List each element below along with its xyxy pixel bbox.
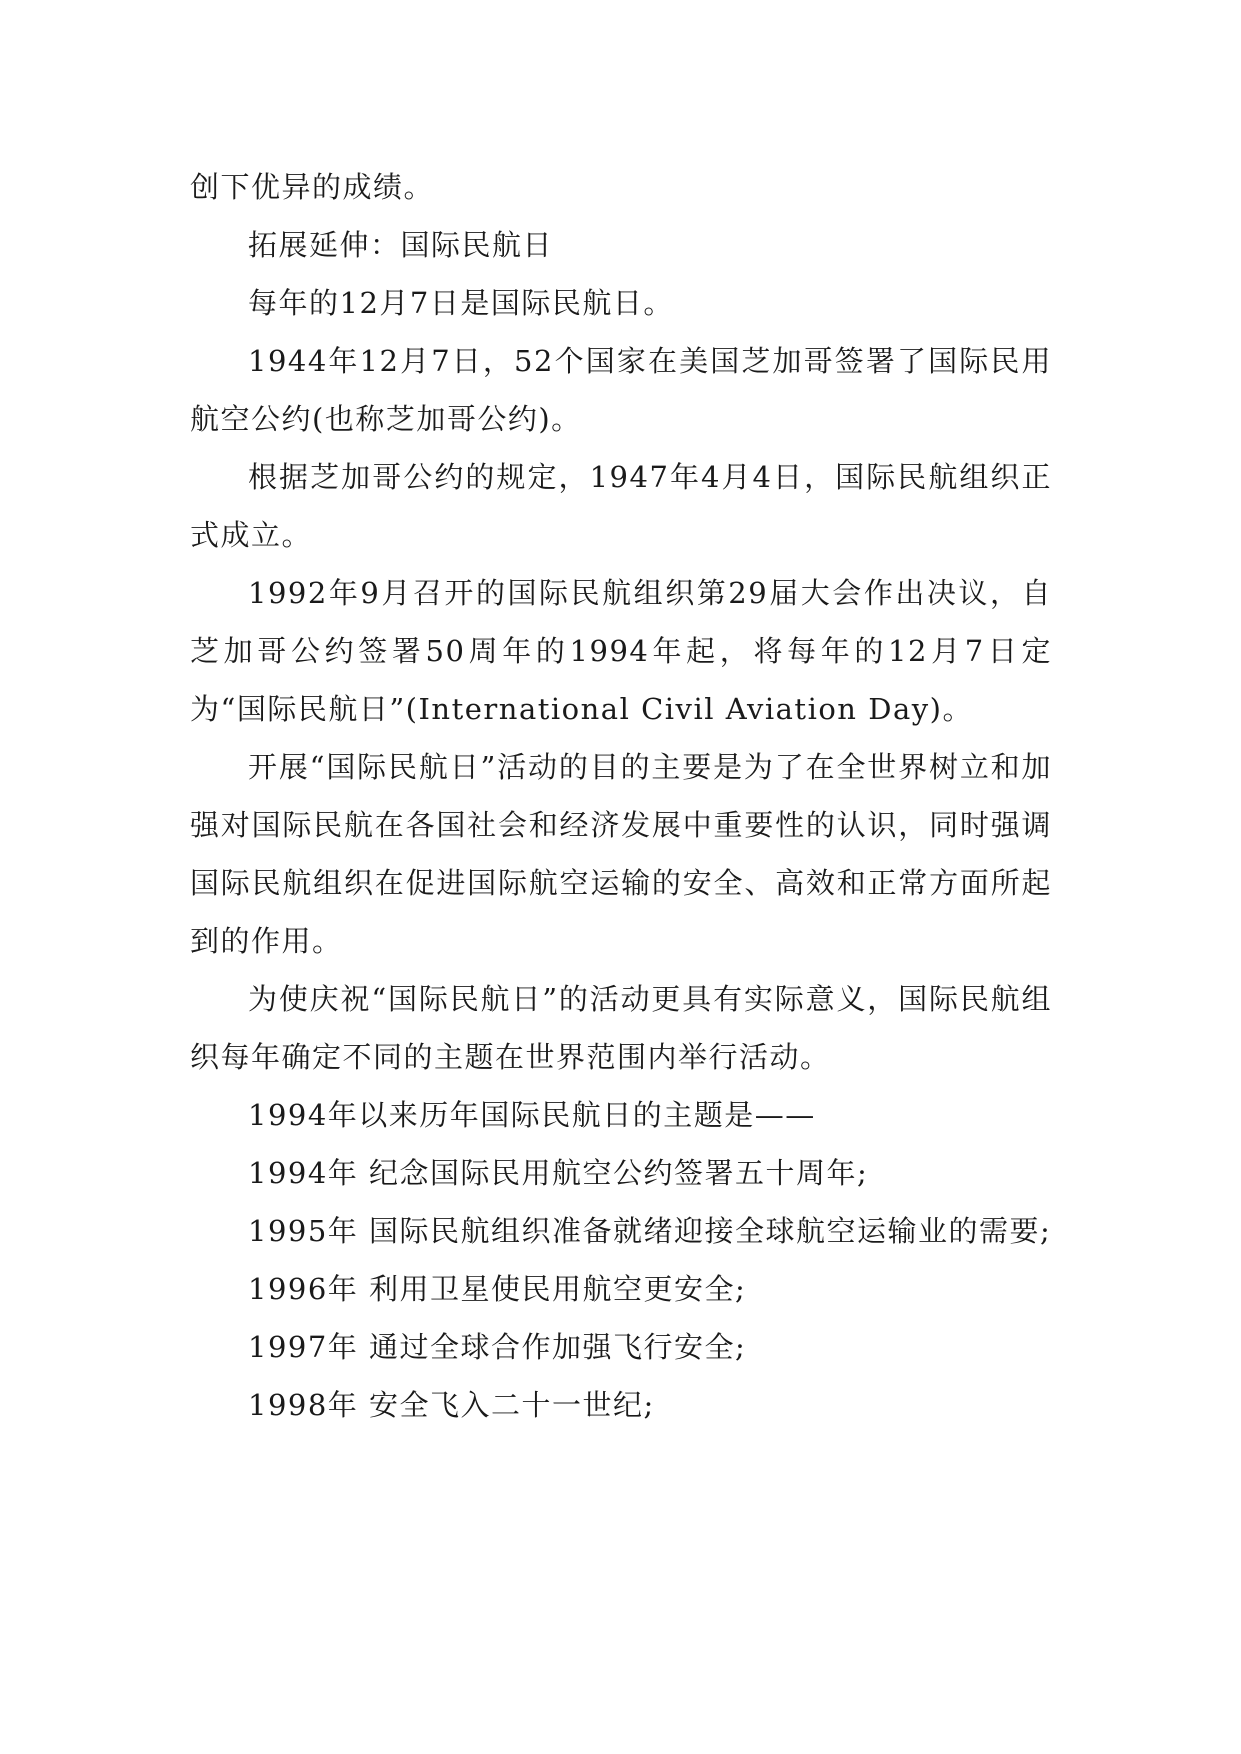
paragraph-1992-resolution: 1992年9月召开的国际民航组织第29届大会作出决议，自芝加哥公约签署50周年的1994年起，将每年的12月7日定为“国际民航日”(International Civil Aviation Day)。 (190, 576, 1052, 726)
paragraph-chicago-convention: 1944年12月7日，52个国家在美国芝加哥签署了国际民用航空公约(也称芝加哥公约)。 (190, 344, 1052, 436)
paragraph-theme-1998: 1998年 安全飞入二十一世纪; (248, 1388, 655, 1422)
paragraph-theme-1995: 1995年 国际民航组织准备就绪迎接全球航空运输业的需要; (248, 1214, 1052, 1248)
paragraph-purpose: 开展“国际民航日”活动的目的主要是为了在全世界树立和加强对国际民航在各国社会和经济发展中重要性的认识，同时强调国际民航组织在促进国际航空运输的安全、高效和正常方面所起到的作用。 (190, 750, 1052, 958)
paragraph-theme-1994: 1994年 纪念国际民用航空公约签署五十周年; (248, 1156, 869, 1190)
paragraph-theme-1997: 1997年 通过全球合作加强飞行安全; (248, 1330, 747, 1364)
document-body (190, 158, 1052, 1434)
paragraph-icao-founding: 根据芝加哥公约的规定，1947年4月4日，国际民航组织正式成立。 (190, 460, 1052, 552)
paragraph-theme-1996: 1996年 利用卫星使民用航空更安全; (248, 1272, 747, 1306)
paragraph-theme-intro: 1994年以来历年国际民航日的主题是—— (248, 1098, 816, 1132)
paragraph-civil-aviation-day-date: 每年的12月7日是国际民航日。 (248, 286, 674, 320)
paragraph-annual-theme: 为使庆祝“国际民航日”的活动更具有实际意义，国际民航组织每年确定不同的主题在世界范围内举行活动。 (190, 982, 1052, 1074)
paragraph-section-heading: 拓展延伸：国际民航日 (248, 228, 554, 262)
paragraph-continuation: 创下优异的成绩。 (190, 170, 435, 204)
